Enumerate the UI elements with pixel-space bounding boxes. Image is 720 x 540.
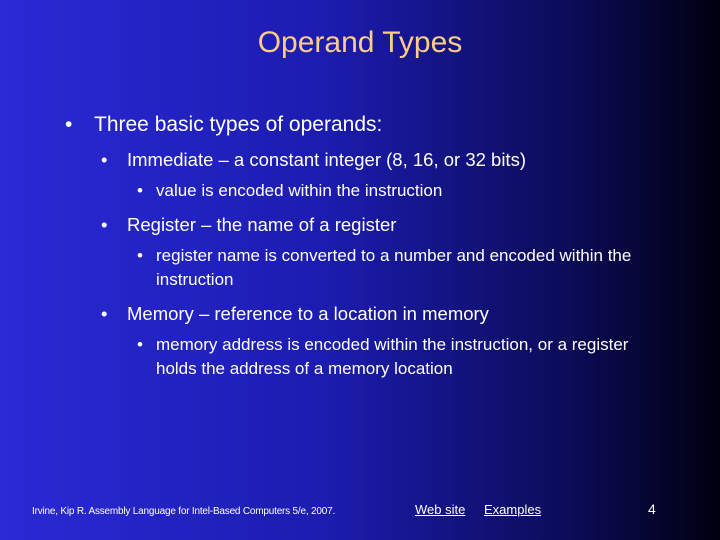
bullet-level2-register (101, 213, 687, 237)
bullet-icon: • (137, 181, 143, 200)
bullet-level1 (65, 112, 720, 138)
slide-title: Operand Types (257, 26, 463, 59)
bullet-text-immediate: Immediate – a constant integer (8, 16, or 32 bits) (127, 149, 526, 170)
bullet-icon: • (101, 149, 108, 170)
bullet-icon: • (137, 246, 143, 265)
bullet-icon: • (101, 214, 108, 235)
web-site-link[interactable]: Web site (415, 502, 466, 517)
bullet-icon: • (101, 303, 108, 324)
bullet-text-main: Three basic types of operands: (94, 113, 383, 136)
bullet-level2-memory (101, 302, 687, 326)
examples-link[interactable]: Examples (484, 502, 542, 517)
bullet-text-immediate-sub: value is encoded within the instruction (156, 181, 443, 200)
page-number: 4 (648, 501, 656, 517)
bullet-level2-immediate (101, 148, 687, 172)
slide-body (0, 112, 720, 381)
bullet-icon: • (65, 113, 73, 136)
bullet-text-memory: Memory – reference to a location in memory (127, 303, 489, 324)
bullet-level3-memory (137, 333, 656, 381)
bullet-icon: • (137, 335, 143, 354)
bullet-level3-immediate (137, 179, 656, 203)
bullet-text-memory-sub: memory address is encoded within the instruction, or a register holds the address of a memory location (156, 335, 629, 378)
bullet-text-register: Register – the name of a register (127, 214, 397, 235)
footer-citation: Irvine, Kip R. Assembly Language for Intel-Based Computers 5/e, 2007. (32, 506, 336, 517)
bullet-text-register-sub: register name is converted to a number and encoded within the instruction (156, 246, 632, 289)
bullet-level3-register (137, 244, 656, 292)
